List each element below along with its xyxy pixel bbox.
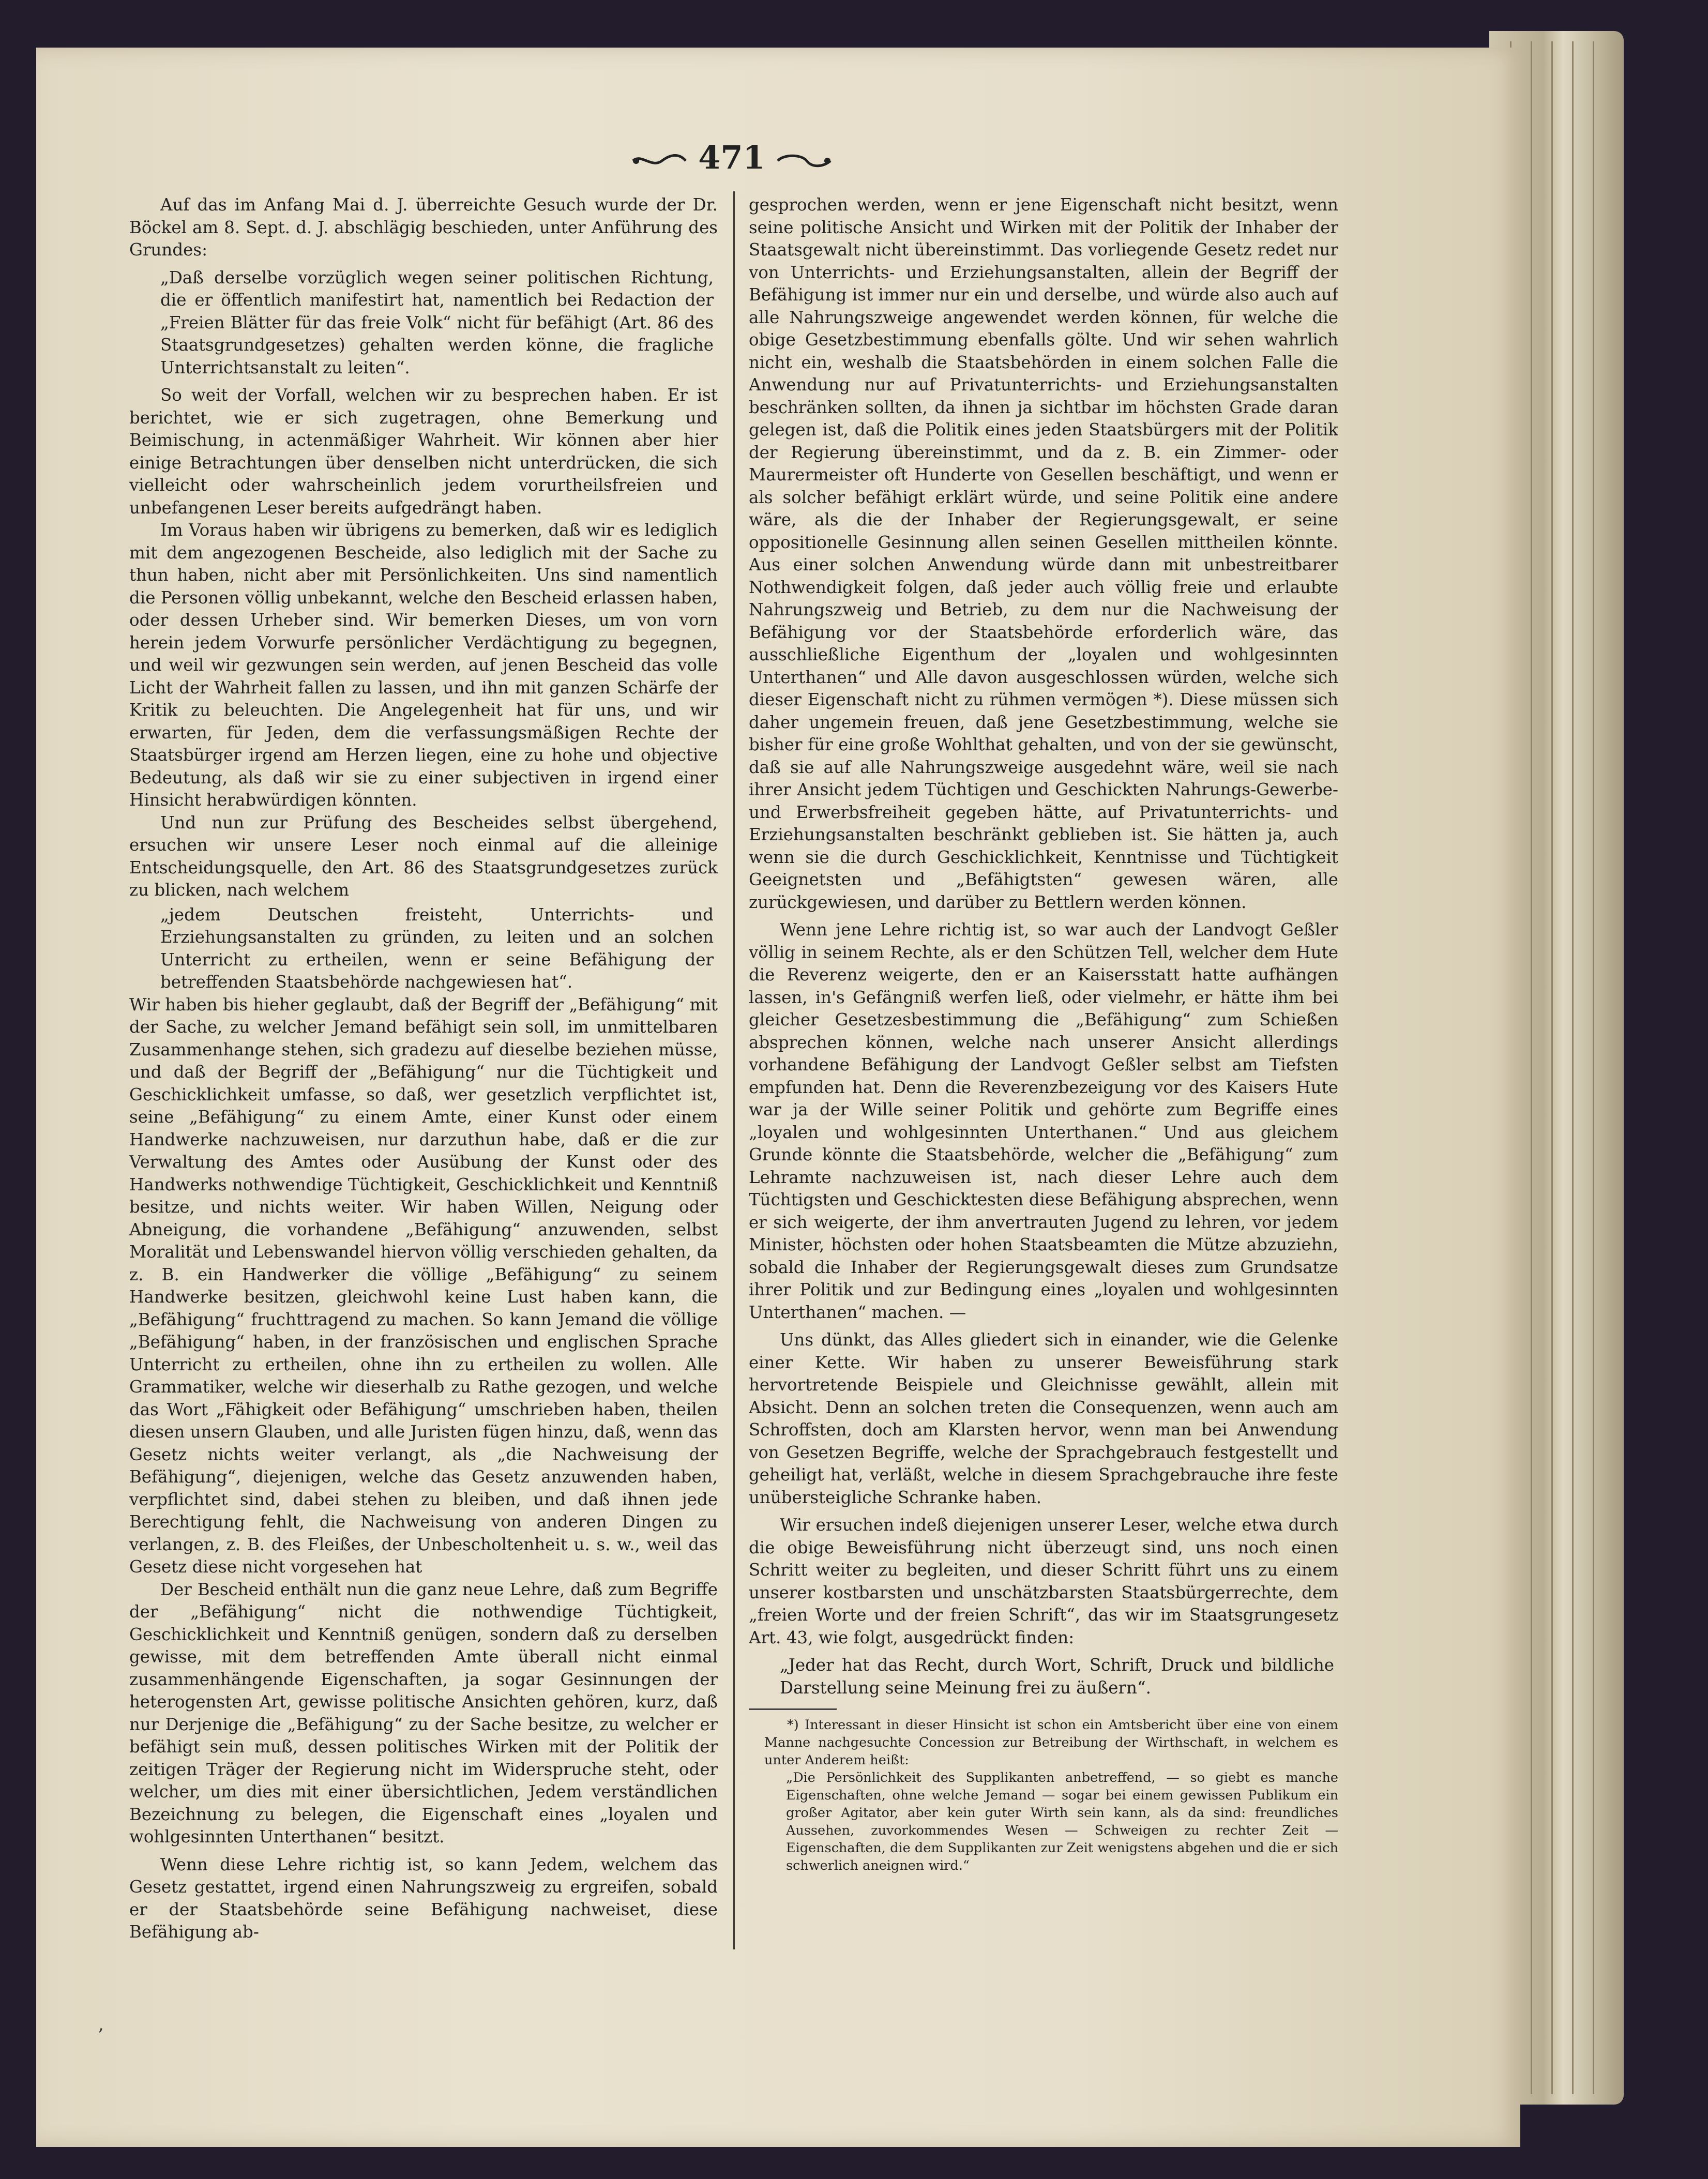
left-paragraph-8: Der Bescheid enthält nun die ganz neue Lehre, daß zum Begriffe der „Befähigung“ nicht die nothwendige Tüchtigkeit, Geschicklichkeit und Kenntniß genügen, sondern daß zu derselben gewisse, mit dem betreffenden Amte überall nicht einmal zusammenhängende Eigenschaften, ja sogar Gesinnungen der heterogensten Art, gewisse politische Ansichten gehören, kurz, daß nur Derjenige die „Befähigung“ zu der Sache besitze, zu welcher er befähigt sein muß, dessen politisches Wirken mit der Politik der zeitigen Träger der Regierung nicht im Widerspruche steht, oder welcher, um dies mit einer übersichtlichen, Jedem verständlichen Bezeichnung zu belegen, die Eigenschaft eines „loyalen und wohlgesinnten Unterthanen“ besitzt. [129, 1579, 718, 1847]
right-ornament-icon [776, 152, 833, 170]
left-column [129, 194, 718, 2030]
left-paragraph-2: „Daß derselbe vorzüglich wegen seiner politischen Richtung, die er öffentlich manifestirt hat, namentlich bei Redaction der „Freien Blätter für das freie Volk“ nicht für befähigt (Art. 86 des Staatsgrundgesetzes) gehalten werden könne, die fragliche Unterrichtsanstalt zu leiten“. [160, 267, 714, 377]
left-paragraph-6: „jedem Deutschen freisteht, Unterrichts- und Erziehungsanstalten zu gründen, zu leiten und an solchen Unterricht zu ertheilen, wenn er seine Befähigung der betreffenden Staatsbehörde nachgewiesen hat“. [160, 904, 714, 992]
left-paragraph-3: So weit der Vorfall, welchen wir zu besprechen haben. Er ist berichtet, wie er sich zugetragen, ohne Bemerkung und Beimischung, in actenmäßiger Wahrheit. Wir können aber hier einige Betrachtungen über denselben nicht unterdrücken, die sich vielleicht oder wahrscheinlich jedem vorurtheilsfreien und unbefangenen Leser bereits aufgedrängt haben. [129, 385, 718, 518]
left-ornament-icon [631, 152, 688, 170]
footnote-separator [749, 1708, 837, 1710]
footnote-1: *) Interessant in dieser Hinsicht ist schon ein Amtsbericht über eine von einem Manne nachgesuchte Concession zur Betreibung der Wirthschaft, in welchem es unter Anderem heißt: [764, 1717, 1338, 1768]
column-divider [733, 191, 735, 1949]
page-header [610, 139, 853, 185]
footnote-2: „Die Persönlichkeit des Supplikanten anbetreffend, — so giebt es manche Eigenschaften, ohne welche Jemand — sogar bei einem gewissen Publikum ein großer Agitator, aber kein guter Wirth sein kann, als da sind: freundliches Aussehen, zuvorkommendes Wesen — Schweigen zu rechter Zeit — Eigenschaften, die dem Supplikanten zur Zeit wenigstens abgehen und die er sich schwerlich aneignen wird.“ [786, 1770, 1338, 1873]
left-paragraph-5: Und nun zur Prüfung des Bescheides selbst übergehend, ersuchen wir unsere Leser noch einmal auf die alleinige Entscheidungsquelle, den Art. 86 des Staatsgrundgesetzes zurück zu blicken, nach welchem [129, 812, 718, 900]
right-paragraph-2: Wenn jene Lehre richtig ist, so war auch der Landvogt Geßler völlig in seinem Rechte, als er den Schützen Tell, welcher dem Hute die Reverenz weigerte, den er an Kaisersstatt hatte aufhängen lassen, in's Gefängniß werfen ließ, oder vielmehr, er hätte ihm bei gleicher Gesetzesbestimmung die „Befähigung“ zum Schießen absprechen können, welche nach unserer Ansicht allerdings vorhandene Befähigung der Landvogt Geßler selbst am Tiefsten empfunden hat. Denn die Reverenzbezeigung vor des Kaisers Hute war ja der Wille seiner Politik und gehörte zum Begriffe eines „loyalen und wohlgesinnten Unterthanen.“ Und aus gleichem Grunde könnte die Staatsbehörde, welcher die „Befähigung“ zum Lehramte nachzuweisen ist, nach dieser Lehre auch dem Tüchtigsten und Geschicktesten diese Befähigung absprechen, wenn er sich weigerte, der ihm anvertrauten Jugend zu lehren, vor jedem Minister, höchsten oder hohen Staatsbeamten die Mütze abzuziehn, sobald die Inhaber der Regierungsgewalt dieses zum Grundsatze ihrer Politik und zur Bedingung eines „loyalen und wohlgesinnten Unterthanen“ machen. — [749, 920, 1338, 1322]
left-paragraph-9: Wenn diese Lehre richtig ist, so kann Jedem, welchem das Gesetz gestattet, irgend einen Nahrungszweig zu ergreifen, sobald er der Staatsbehörde seine Befähigung nachweiset, diese Befähigung ab- [129, 1854, 718, 1942]
margin-mark: , [98, 2014, 104, 2035]
page-number: 471 [698, 139, 765, 176]
right-paragraph-4: Wir ersuchen indeß diejenigen unserer Leser, welche etwa durch die obige Beweisführung nicht überzeugt sind, uns noch einen Schritt weiter zu begleiten, und dieser Schritt führt uns zu einem unserer kostbarsten und unschätzbarsten Staatsbürgerrechte, dem „freien Worte und der freien Schrift“, das wir im Staatsgrungesetz Art. 43, wie folgt, ausgedrückt finden: [749, 1515, 1338, 1647]
left-paragraph-7: Wir haben bis hieher geglaubt, daß der Begriff der „Befähigung“ mit der Sache, zu welcher Jemand befähigt sein soll, im unmittelbaren Zusammenhange stehen, sich gradezu auf dieselbe beziehen müsse, und daß der Begriff der „Befähigung“ nur die Tüchtigkeit und Geschicklichkeit umfasse, so daß, wer gesetzlich verpflichtet ist, seine „Befähigung“ zu einem Amte, einer Kunst oder einem Handwerke nachzuweisen, nur darzuthun habe, daß er die zur Verwaltung des Amtes oder Ausübung der Kunst oder des Handwerks nothwendige Tüchtigkeit, Geschicklichkeit und Kenntniß besitze, und nichts weiter. Wir haben Willen, Neigung oder Abneigung, die vorhandene „Befähigung“ anzuwenden, selbst Moralität und Lebenswandel hiervon völlig verschieden gehalten, da z. B. ein Handwerker die völlige „Befähigung“ zu seinem Handwerke besitzen, gleichwohl keine Lust haben kann, die „Befähigung“ fruchttragend zu machen. So kann Jemand die völlige „Befähigung“ haben, in der französischen und englischen Sprache Unterricht zu ertheilen, ohne ihn zu ertheilen zu wollen. Alle Grammatiker, welche wir dieserhalb zu Rathe gezogen, und welche das Wort „Fähigkeit oder Befähigung“ umschrieben haben, theilen diesen unsern Glauben, und alle Juristen fügen hinzu, daß, wenn das Gesetz nichts weiter verlangt, als „die Nachweisung der Befähigung“, diejenigen, welche das Gesetz anzuwenden haben, verpflichtet sind, dabei stehen zu bleiben, und daß ihnen jede Berechtigung fehlt, die Nachweisung von anderen Dingen zu verlangen, z. B. des Fleißes, der Unbescholtenheit u. s. w., weil das Gesetz diese nicht vorgesehen hat [129, 994, 718, 1577]
right-column [749, 194, 1338, 2030]
right-paragraph-3: Uns dünkt, das Alles gliedert sich in einander, wie die Gelenke einer Kette. Wir haben zu unserer Beweisführung stark hervortretende Beispiele und Gleichnisse gewählt, allein mit Absicht. Denn an solchen treten die Consequenzen, wenn auch am Schroffsten, doch am Klarsten hervor, wenn man bei Anwendung von Gesetzen Begriffe, welche der Sprachgebrauch festgestellt und geheiligt hat, verläßt, welche in diesem Sprachgebrauche ihre feste unübersteigliche Schranke haben. [749, 1330, 1338, 1507]
left-paragraph-1: Auf das im Anfang Mai d. J. überreichte Gesuch wurde der Dr. Böckel am 8. Sept. d. J. abschlägig beschieden, unter Anführung des Grundes: [129, 195, 718, 260]
left-paragraph-4: Im Voraus haben wir übrigens zu bemerken, daß wir es lediglich mit dem angezogenen Bescheide, also lediglich mit der Sache zu thun haben, nicht aber mit Persönlichkeiten. Uns sind namentlich die Personen völlig unbekannt, welche den Bescheid erlassen haben, oder dessen Urheber sind. Wir bemerken Dieses, um von vorn herein jedem Vorwurfe persönlicher Verdächtigung zu begegnen, und weil wir gezwungen sein werden, auf jenen Bescheid das volle Licht der Wahrheit fallen zu lassen, und ihn mit ganzen Schärfe der Kritik zu beleuchten. Die Angelegenheit hat für uns, und wir erwarten, für Jeden, dem die verfassungsmäßigen Rechte der Staatsbürger irgend am Herzen liegen, eine zu hohe und objective Bedeutung, als daß wir sie zu einer subjectiven in irgend einer Hinsicht herabwürdigen könnten. [129, 520, 718, 810]
right-paragraph-1: gesprochen werden, wenn er jene Eigenschaft nicht besitzt, wenn seine politische Ansicht und Wirken mit der Politik der Inhaber der Staatsgewalt nicht übereinstimmt. Das vorliegende Gesetz redet nur von Unterrichts- und Erziehungsanstalten, allein der Begriff der Befähigung ist immer nur ein und derselbe, und würde also auch auf alle Nahrungszweige angewendet werden können, für welche die obige Gesetzbestimmung ebenfalls gölte. Und wir sehen wahrlich nicht ein, weshalb die Staatsbehörden in einem solchen Falle die Anwendung nur auf Privatunterrichts- und Erziehungsanstalten beschränken sollten, da ihnen ja sichtbar im höchsten Grade daran gelegen ist, daß die Politik eines jeden Staatsbürgers mit der Politik der Regierung übereinstimmt, und da z. B. ein Zimmer- oder Maurermeister oft Hunderte von Gesellen beschäftigt, und wenn er als solcher befähigt erklärt würde, und seine Politik eine andere wäre, als die der Inhaber der Regierungsgewalt, er seine oppositionelle Gesinnung allen seinen Gesellen mittheilen könnte. Aus einer solchen Anwendung würde dann mit unbestreitbarer Nothwendigkeit folgen, daß jeder auch völlig freie und erlaubte Nahrungszweig und Betrieb, zu dem nur die Nachweisung der Befähigung vor der Staatsbehörde erforderlich wäre, das ausschließliche Eigenthum der „loyalen und wohlgesinnten Unterthanen“ und Alle davon ausgeschlossen würden, welche sich dieser Eigenschaft nicht zu rühmen vermögen *). Diese müssen sich daher ungemein freuen, daß jene Gesetzbestimmung, welche sie bisher für eine große Wohlthat gehalten, und von der sie gewünscht, daß sie auf alle Nahrungszweige ausgedehnt wäre, weil sie nach ihrer Ansicht jedem Tüchtigen und Geschickten Nahrungs-Gewerbe- und Erwerbsfreiheit gegeben hätte, auf Privatunterrichts- und Erziehungsanstalten beschränkt geblieben ist. Sie hätten ja, auch wenn sie die durch Geschicklichkeit, Kenntnisse und Tüchtigkeit Geeignetsten und „Befähigtsten“ gewesen wären, alle zurückgewiesen, und darüber zu Bettlern werden können. [749, 195, 1338, 912]
right-paragraph-5: „Jeder hat das Recht, durch Wort, Schrift, Druck und bildliche Darstellung seine Meinung frei zu äußern“. [780, 1655, 1334, 1698]
